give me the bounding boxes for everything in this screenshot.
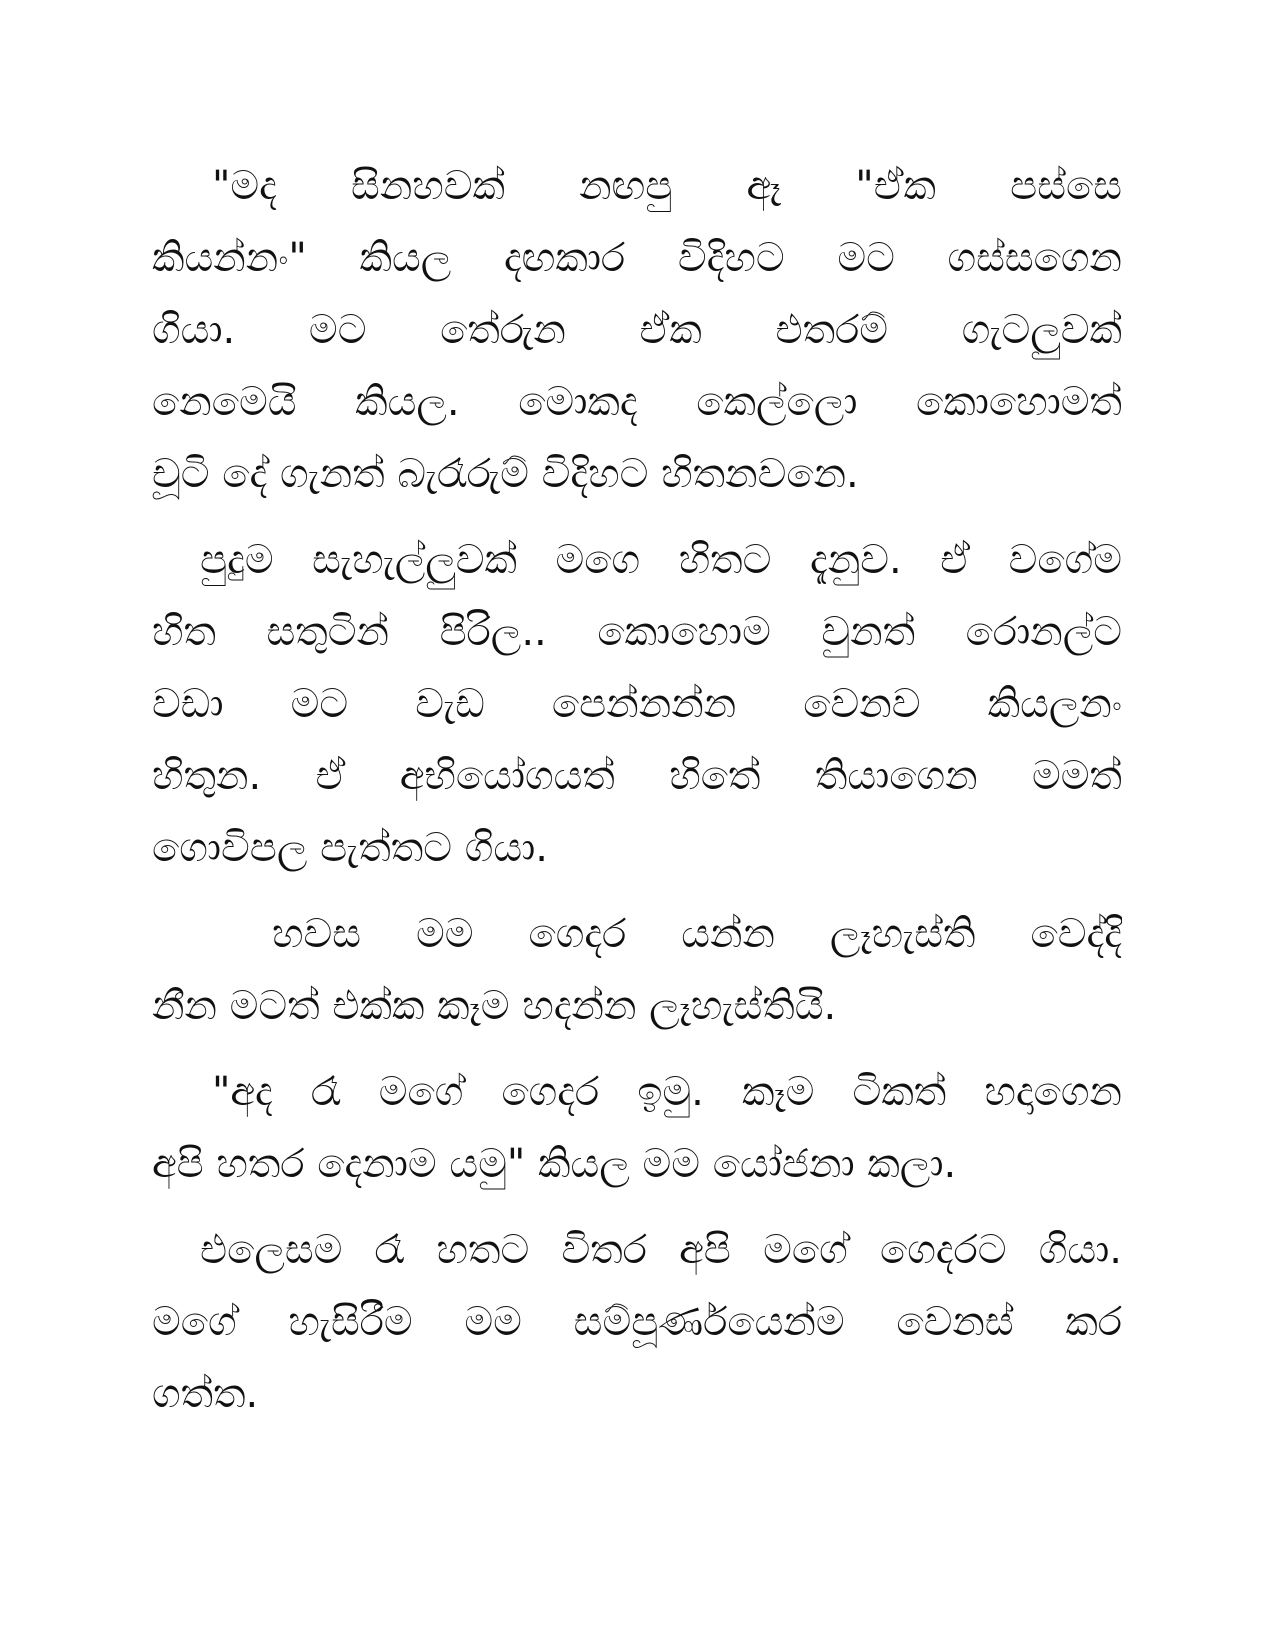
text-line: "මද සිනහවක් නඟපු ඈ "ඒක පස්සෙ: [212, 163, 1122, 209]
paragraph-4: [152, 1056, 1122, 1200]
text-line: පුදුම සැහැල්ලුවක් මගෙ හිතට දැනුව. ඒ වගේම: [200, 537, 1122, 583]
text-line: ගොවිපල පැත්තට ගියා.: [152, 825, 548, 871]
paragraph-2: [152, 524, 1122, 884]
text-line: අපි හතර දෙනාම යමු" කියල මම යෝජනා කලා.: [152, 1141, 957, 1187]
text-line: හිත සතුටින් පිරිල.. කොහොම වුනත් රොනල්ට: [152, 609, 1122, 655]
text-line: චූටි දේ ගැනත් බැරෑරුම් විදිහට හිතනවනෙ.: [152, 451, 859, 497]
text-line: නෙමෙයි කියල. මොකද කෙල්ලො කොහොමත්: [152, 379, 1122, 425]
text-line: හවස මම ගෙදර යන්න ලෑහැස්ති වෙද්දි: [272, 911, 1122, 957]
text-line: කියන්නං" කියල දඟකාර විදිහට මට ගස්සගෙන: [152, 235, 1122, 281]
text-line: ගත්ත.: [152, 1371, 259, 1417]
text-line: නීන මටත් එක්ක කෑම හදන්න ලෑහැස්තියි.: [152, 983, 837, 1029]
body-text: [152, 150, 1122, 1444]
paragraph-5: [152, 1214, 1122, 1430]
text-line: මගේ හැසිරීම මම සම්පූර්ණයෙන්ම වෙනස් කර: [152, 1299, 1122, 1345]
paragraph-1: [152, 150, 1122, 510]
text-line: "අද රෑ මගේ ගෙදර ඉමු. කෑම ටිකත් හදාගෙන: [212, 1069, 1122, 1115]
paragraph-3: [152, 898, 1122, 1042]
text-line: ගියා. මට තේරුන ඒක එතරම් ගැටලුවක්: [152, 307, 1122, 353]
text-line: වඩා මට වැඩ පෙන්නන්න වෙනව කියලනං: [152, 681, 1122, 727]
text-line: හිතුන. ඒ අභියෝගයත් හිතේ තියාගෙන මමත්: [152, 753, 1122, 799]
text-line: එලෙසම රෑ හතට විතර අපි මගේ ගෙදරට ගියා.: [200, 1227, 1122, 1273]
